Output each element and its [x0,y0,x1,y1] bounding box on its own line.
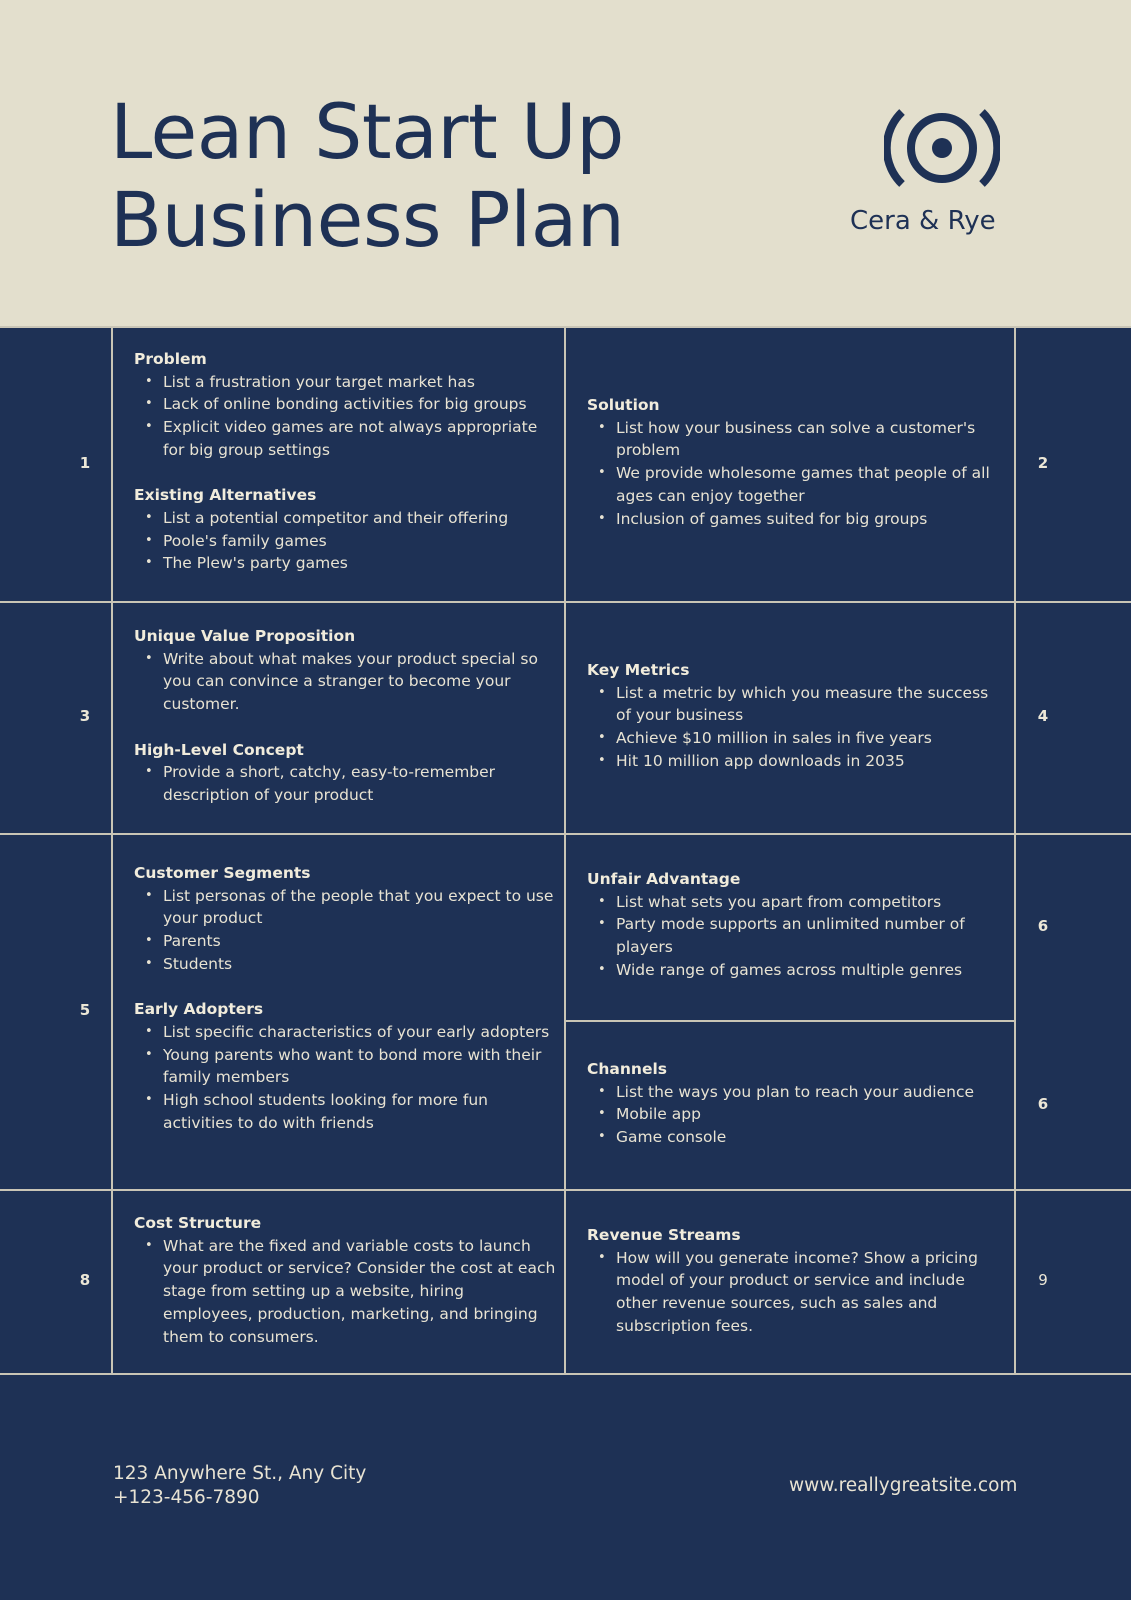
title-line-2: Business Plan [110,175,625,264]
footer-address: 123 Anywhere St., Any City [113,1463,367,1484]
section-number: 5 [79,1001,91,1019]
brand-name: Cera & Rye [850,206,996,236]
early-adopters-list [134,1021,554,1135]
solution-cell [587,394,1001,530]
key-metrics-list [587,682,1001,773]
problem-heading: Problem [134,350,207,368]
cost-structure-cell [134,1212,558,1348]
problem-cell [134,348,560,575]
list-item: • Achieve $10 million in sales in five years [587,727,1001,750]
channels-cell [587,1058,1001,1149]
unique-value-proposition-heading: Unique Value Proposition [134,627,356,645]
unfair-advantage-list [587,891,1001,982]
section-number: 1 [79,454,91,472]
unfair-advantage-cell [587,868,1001,982]
existing-alternatives-list [134,507,560,575]
grid-line-v2 [564,326,566,1375]
list-item: • Wide range of games across multiple genres [587,959,1001,982]
section-number: 9 [1038,1271,1048,1289]
list-item: • Hit 10 million app downloads in 2035 [587,750,1001,773]
list-item: • Write about what makes your product special so you can convince a stranger to become your customer. [134,648,554,716]
list-item: • List personas of the people that you expect to use your product [134,885,554,930]
concentric-circles-logo-icon [884,104,1000,192]
channels-heading: Channels [587,1060,667,1078]
page-title [110,88,624,264]
unique-value-proposition-list [134,648,554,716]
revenue-streams-heading: Revenue Streams [587,1226,741,1244]
footer-phone: +123-456-7890 [113,1487,260,1508]
title-line-1: Lean Start Up [110,87,624,176]
list-item: • Provide a short, catchy, easy-to-remember description of your product [134,761,554,806]
cost-structure-list [134,1235,558,1349]
list-item: • Students [134,953,554,976]
revenue-streams-cell [587,1224,1001,1338]
list-item: • Inclusion of games suited for big groups [587,508,1001,531]
list-item: • Game console [587,1126,1001,1149]
list-item: • List a metric by which you measure the success of your business [587,682,1001,727]
list-item: • List a potential competitor and their offering [134,507,560,530]
footer-website[interactable]: www.reallygreatsite.com [789,1475,1018,1496]
list-item: • List a frustration your target market has [134,371,560,394]
early-adopters-heading: Early Adopters [134,1000,264,1019]
list-item: • Mobile app [587,1103,1001,1126]
cost-structure-heading: Cost Structure [134,1214,262,1232]
list-item: • Party mode supports an unlimited number of players [587,913,1001,958]
list-item: • List specific characteristics of your early adopters [134,1021,554,1044]
list-item: • Young parents who want to bond more with their family members [134,1044,554,1089]
list-item: • We provide wholesome games that people of all ages can enjoy together [587,462,1001,507]
section-number: 3 [79,707,91,725]
list-item: • Poole's family games [134,530,560,553]
customer-segments-heading: Customer Segments [134,864,311,882]
section-number: 6 [1037,917,1049,935]
list-item: • Explicit video games are not always appropriate for big group settings [134,416,560,461]
section-number: 4 [1037,707,1049,725]
key-metrics-cell [587,659,1001,773]
list-item: • List what sets you apart from competitors [587,891,1001,914]
list-item: • Lack of online bonding activities for big groups [134,393,560,416]
list-item: • The Plew's party games [134,552,560,575]
customer-segments-cell [134,862,554,1134]
channels-list [587,1081,1001,1149]
list-item: • High school students looking for more fun activities to do with friends [134,1089,554,1134]
existing-alternatives-heading: Existing Alternatives [134,486,317,505]
key-metrics-heading: Key Metrics [587,661,690,679]
header-band [0,0,1131,326]
customer-segments-list [134,885,554,976]
section-number: 8 [79,1271,91,1289]
high-level-concept-list [134,761,554,806]
unfair-advantage-heading: Unfair Advantage [587,870,741,888]
grid-line-v1 [111,326,113,1375]
value-proposition-cell [134,625,554,807]
grid-line-split [565,1020,1016,1022]
problem-list [134,371,560,462]
revenue-streams-list [587,1247,1001,1338]
section-number: 2 [1037,454,1049,472]
high-level-concept-heading: High-Level Concept [134,740,304,759]
solution-list [587,417,1001,531]
grid-line-v3 [1014,326,1016,1375]
list-item: • How will you generate income? Show a pricing model of your product or service and include other revenue sources, such as sales and subscription fees. [587,1247,1001,1338]
list-item: • What are the fixed and variable costs to launch your product or service? Consider the cost at each stage from setting up a website, hiring employees, production, marketing, and bringing them to consumers. [134,1235,558,1349]
list-item: • List the ways you plan to reach your audience [587,1081,1001,1104]
list-item: • Parents [134,930,554,953]
section-number: 6 [1037,1095,1049,1113]
list-item: • List how your business can solve a customer's problem [587,417,1001,462]
solution-heading: Solution [587,396,660,414]
